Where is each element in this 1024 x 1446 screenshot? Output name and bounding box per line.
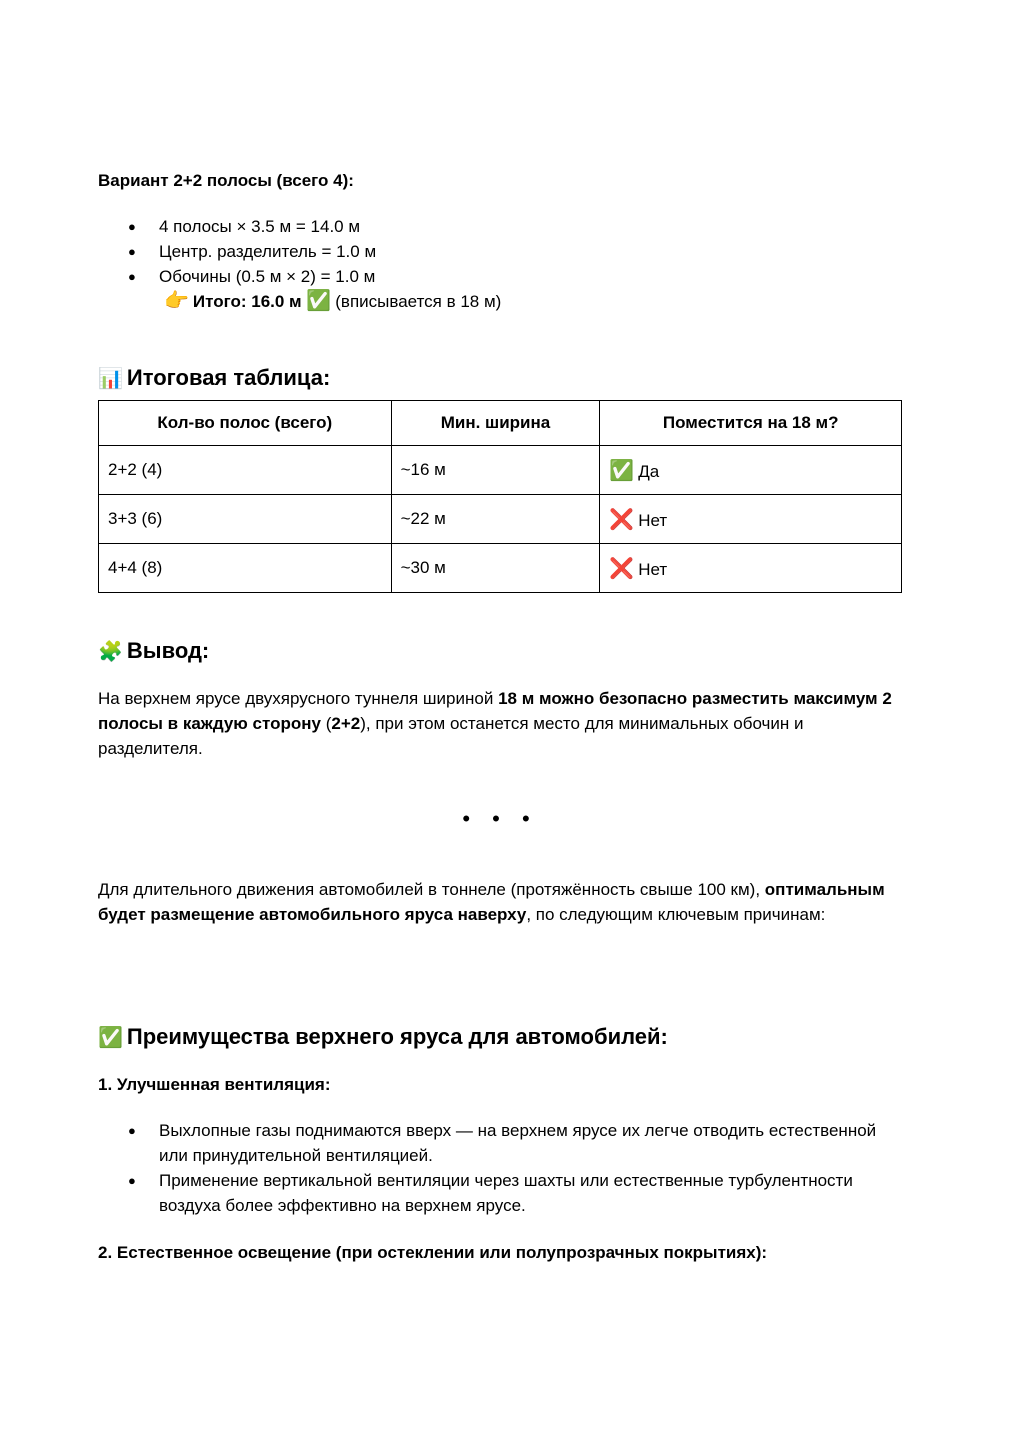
- advantages-title: Преимущества верхнего яруса для автомобилей:: [126, 1024, 668, 1049]
- total-note: (вписывается в 18 м): [335, 292, 502, 311]
- column-header-width: Мин. ширина: [391, 401, 600, 446]
- list-item: ● 4 полосы × 3.5 м = 14.0 м: [128, 214, 878, 239]
- bold-span: 18 м можно безопасно разместить максимум 2 полосы в каждую сторону: [98, 689, 892, 733]
- text-span: На верхнем ярусе двухярусного туннеля шириной: [98, 689, 499, 708]
- fit-value: Нет: [638, 559, 668, 579]
- check-mark-icon: ✅: [98, 1027, 123, 1049]
- width-cell: ~22 м: [391, 495, 600, 544]
- column-header-lanes: Кол-во полос (всего): [99, 401, 392, 446]
- table-header-row: [99, 401, 902, 446]
- conclusion-title: Вывод:: [126, 638, 210, 663]
- intro-paragraph: [98, 877, 898, 927]
- lanes-cell: 4+4 (8): [99, 544, 392, 593]
- lanes-cell: 3+3 (6): [99, 495, 392, 544]
- list-item: ● Выхлопные газы поднимаются вверх — на верхнем ярусе их легче отводить естественной или принудительной вентиляцией.: [128, 1118, 878, 1168]
- table-title: Итоговая таблица:: [126, 365, 331, 390]
- puzzle-piece-icon: 🧩: [98, 641, 123, 663]
- variant-list: [128, 214, 878, 289]
- fit-value: Нет: [638, 510, 668, 530]
- bar-chart-icon: 📊: [98, 368, 123, 390]
- text-span: , по следующим ключевым причинам:: [526, 905, 826, 924]
- table-row: [99, 495, 902, 544]
- text-span: Для длительного движения автомобилей в тоннеле (протяжённость свыше 100 км),: [98, 880, 765, 899]
- advantages-heading: [98, 1022, 668, 1053]
- list-item: ● Обочины (0.5 м × 2) = 1.0 м: [128, 264, 878, 289]
- fit-value: Да: [638, 461, 660, 481]
- summary-table: [98, 400, 902, 593]
- text-span: (: [320, 714, 332, 733]
- bold-span: оптимальным будет размещение автомобильного яруса наверху: [98, 880, 885, 924]
- table-row: [99, 544, 902, 593]
- cross-mark-icon: ❌: [609, 508, 635, 531]
- bold-span: 2+2: [331, 714, 361, 733]
- section-separator: • • •: [462, 806, 538, 831]
- table-row: [99, 446, 902, 495]
- variant-heading: Вариант 2+2 полосы (всего 4):: [98, 171, 354, 190]
- lanes-cell: 2+2 (4): [99, 446, 392, 495]
- total-value: Итого: 16.0 м: [192, 292, 302, 311]
- text-span: ), при этом останется место для минимальных обочин и разделителя.: [98, 714, 804, 758]
- conclusion-paragraph: [98, 686, 898, 761]
- check-mark-icon: ✅: [306, 290, 332, 312]
- conclusion-heading: [98, 636, 209, 667]
- ventilation-list: [128, 1118, 878, 1218]
- table-heading: [98, 363, 330, 394]
- fit-cell: [600, 495, 902, 544]
- width-cell: ~30 м: [391, 544, 600, 593]
- column-header-fit: Поместится на 18 м?: [600, 401, 902, 446]
- total-line: [164, 289, 501, 314]
- lighting-heading: 2. Естественное освещение (при остеклении или полупрозрачных покрытиях):: [98, 1243, 768, 1262]
- list-item: ● Центр. разделитель = 1.0 м: [128, 239, 878, 264]
- fit-cell: [600, 544, 902, 593]
- check-mark-icon: ✅: [609, 459, 635, 482]
- pointing-hand-icon: 👉: [164, 290, 189, 312]
- ventilation-heading: 1. Улучшенная вентиляция:: [98, 1075, 331, 1094]
- cross-mark-icon: ❌: [609, 557, 635, 580]
- fit-cell: [600, 446, 902, 495]
- width-cell: ~16 м: [391, 446, 600, 495]
- list-item: ● Применение вертикальной вентиляции через шахты или естественные турбулентности воздуха более эффективно на верхнем ярусе.: [128, 1168, 878, 1218]
